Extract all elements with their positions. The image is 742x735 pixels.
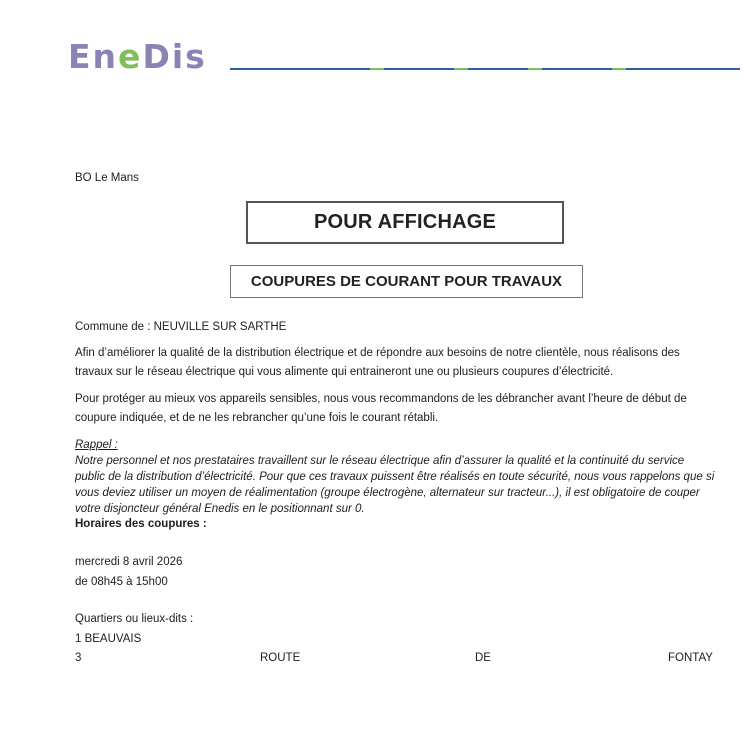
commune-line: Commune de : NEUVILLE SUR SARTHE (75, 321, 287, 333)
address-street-name: FONTAY (668, 652, 713, 664)
advice-paragraph: Pour protéger au mieux vos appareils sensibles, nous vous recommandons de les débrancher avant l’heure de début de coupure indiquée, et de ne les rebrancher qu’une fois le courant rétabli. (75, 393, 687, 424)
schedule-date: mercredi 8 avril 2026 (75, 556, 183, 568)
header-divider (230, 68, 740, 71)
address-number: 3 (75, 652, 82, 664)
notice-title: POUR AFFICHAGE (313, 211, 497, 233)
notice-title-box (246, 201, 564, 244)
agency-label: BO Le Mans (75, 172, 139, 184)
rappel-title: Rappel : (75, 439, 118, 451)
notice-subtitle-box (230, 265, 583, 298)
schedule-title: Horaires des coupures : (75, 518, 207, 530)
locations-title: Quartiers ou lieux-dits : (75, 613, 194, 625)
intro-paragraph: Afin d’améliorer la qualité de la distribution électrique et de répondre aux besoins de notre clientèle, nous réalisons des travaux sur le réseau électrique qui vous alimente qui entraineront une ou plusieurs coupures d’électricité. (75, 347, 680, 378)
rappel-block (75, 437, 715, 517)
schedule-time: de 08h45 à 15h00 (75, 576, 168, 588)
rappel-text: Notre personnel et nos prestataires travaillent sur le réseau électrique afin d’assurer la qualité et la continuité du service public de la distribution d’électricité. Pour que ces travaux puissent être réalisés en toute sécurité, nous vous rappelons que si vous deviez utiliser un moyen de réalimentation (groupe électrogène, alternateur sur tracteur...), il est obligatoire de couper votre disjoncteur général Enedis en le positionnant sur 0. (75, 455, 715, 515)
notice-subtitle: COUPURES DE COURANT POUR TRAVAUX (250, 273, 563, 290)
location-item: 1 BEAUVAIS (75, 633, 142, 645)
address-preposition: DE (475, 652, 491, 664)
enedis-logo: EneDis (68, 37, 207, 76)
address-street-type: ROUTE (260, 652, 301, 664)
